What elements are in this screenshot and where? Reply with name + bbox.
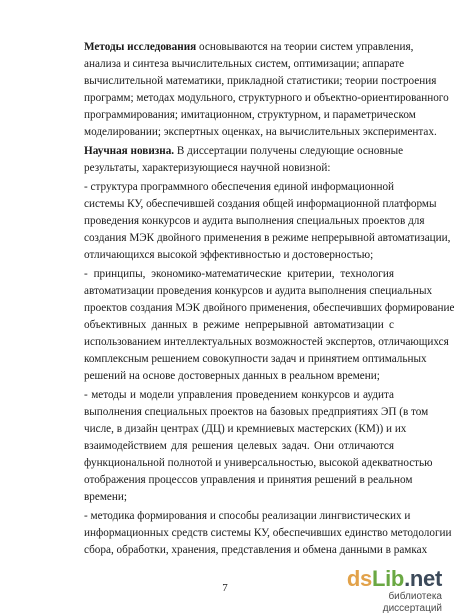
dslib-caption: библиотека диссертаций <box>382 591 442 614</box>
line-text: проведения конкурсов и аудита выполнения специальных проектов для <box>84 215 425 227</box>
text-line <box>84 335 449 349</box>
line-text: - принципы, экономико-математические критерии, технология <box>84 268 394 280</box>
logo-part-net: .net <box>404 566 442 591</box>
text-line <box>84 473 413 487</box>
text-line <box>84 231 451 245</box>
line-text: - структура программного обеспечения единой информационной <box>84 181 395 193</box>
line-text: использованием интеллектуальных возможностей экспертов, отличающихся <box>84 336 449 348</box>
line-text: объективных данных в режиме непрерывной автоматизации с <box>84 319 394 331</box>
line-text: - методика формирования и способы реализации лингвистических и <box>84 510 411 522</box>
text-line <box>84 91 449 105</box>
section-heading: Научная новизна. <box>84 145 175 157</box>
text-line <box>84 125 437 139</box>
logo-part-ds: ds <box>346 566 372 591</box>
text-line <box>84 267 394 281</box>
text-line <box>84 180 394 194</box>
line-text: анализа и синтеза вычислительных систем, оптимизации; аппарате <box>84 58 405 70</box>
text-line <box>84 144 404 158</box>
text-line <box>84 456 433 470</box>
line-text: отличающихся высокой эффективностью и достоверностью; <box>84 249 374 261</box>
line-text: комплексным решением совокупности задач и принятием оптимальных <box>84 353 427 365</box>
line-text: автоматизации проведения конкурсов и аудита выполнения специальных <box>84 285 433 297</box>
text-line <box>84 248 394 262</box>
text-line <box>84 439 394 453</box>
page-number: 7 <box>222 582 228 594</box>
line-text: результаты, характеризующиеся научной новизной: <box>84 162 331 174</box>
line-text: функциональной полнотой и универсальностью, высокой адекватностью <box>84 457 433 469</box>
text-line <box>84 422 407 436</box>
text-line <box>84 284 433 298</box>
text-line <box>84 369 394 383</box>
text-line <box>84 543 428 557</box>
line-text: программ; методах модульного, структурного и объектно-ориентированного <box>84 92 449 104</box>
line-text: числе, в дизайн центрах (ДЦ) и кремниевых мастерских (КМ)) и их <box>84 423 407 435</box>
text-line <box>84 509 411 523</box>
text-line <box>84 318 394 332</box>
line-text: создания МЭК двойного применения в режиме непрерывной автоматизации, <box>84 232 451 244</box>
line-text: - методы и модели управления проведением конкурсов и аудита <box>84 389 394 401</box>
line-text: программирования; имитационном, структурном, и параметрическом <box>84 109 416 121</box>
line-text: проектов создания МЭК двойного применения, обеспечивших формирование <box>84 302 454 314</box>
section-heading: Методы исследования <box>84 41 197 53</box>
text-line <box>84 490 394 504</box>
text-line <box>84 526 452 540</box>
line-text: В диссертации получены следующие основные <box>174 145 404 157</box>
line-text: решений на основе достоверных данных в реальном времени; <box>84 370 380 382</box>
line-text: основываются на теории систем управления, <box>196 41 414 53</box>
text-line <box>84 352 427 366</box>
text-line <box>84 40 414 54</box>
text-line <box>84 301 454 315</box>
text-line <box>84 388 394 402</box>
line-text: выполнения специальных проектов на базовых предприятиях ЭП (в том <box>84 406 429 418</box>
text-line <box>84 161 394 175</box>
line-text: сбора, обработки, хранения, представления и обмена данными в рамках <box>84 544 428 556</box>
dslib-logo <box>332 567 442 591</box>
line-text: информационных средств системы КУ, обеспечивших единство методологии <box>84 527 452 539</box>
text-line <box>84 214 425 228</box>
text-line <box>84 197 437 211</box>
line-text: времени; <box>84 491 127 503</box>
dslib-watermark[interactable] <box>332 567 442 615</box>
line-text: системы КУ, обеспечившей создания общей информационной платформы <box>84 198 437 210</box>
text-line <box>84 108 416 122</box>
line-text: взаимодействием для решения целевых задач. Они отличаются <box>84 440 394 452</box>
logo-part-lib: Lib <box>371 566 405 591</box>
text-line <box>84 57 405 71</box>
text-line <box>84 405 429 419</box>
text-line <box>84 74 437 88</box>
line-text: отображения процессов управления и принятия решений в реальном <box>84 474 413 486</box>
line-text: моделировании; экспертных оценках, на вычислительных экспериментах. <box>84 126 437 138</box>
line-text: вычислительной математики, прикладной статистики; теории построения <box>84 75 437 87</box>
